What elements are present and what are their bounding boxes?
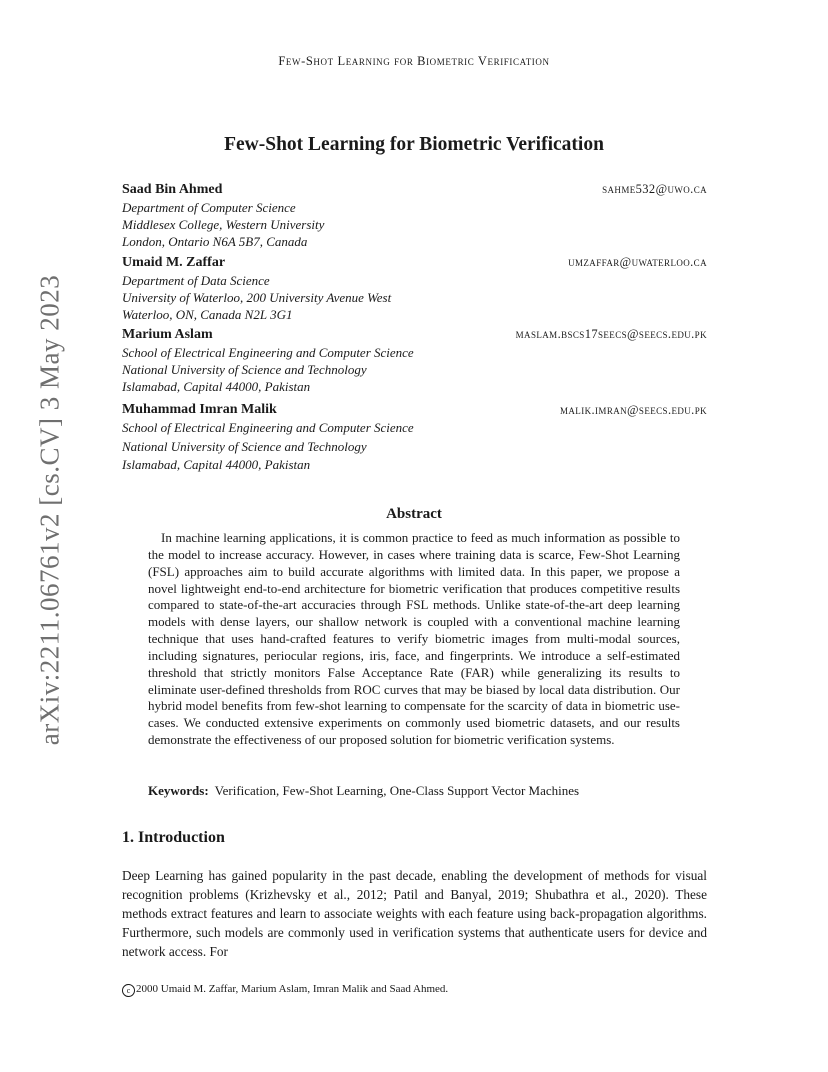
author-name: Muhammad Imran Malik [122,402,277,417]
abstract-text: In machine learning applications, it is common practice to feed as much information as possible to the model to increase accuracy. However, in cases where training data is scarce, Few-Shot Learning (FSL) approaches aim to build accurate algorithms with limited data. In this paper, we propose a novel lightweight end-to-end architecture for biometric verification that produces competitive results compared to state-of-the-art accuracies through FSL methods. Unlike state-of-the-art deep learning models with dense layers, our shallow network is coupled with a conventional machine learning technique that uses hand-crafted features to verify biometric images from multi-modal sources, including signatures, periocular regions, iris, face, and fingerprints. We introduce a self-estimated threshold that strictly monitors False Acceptance Rate (FAR) while generalizing its results to eliminate user-defined thresholds from ROC curves that may be biased by local data distribution. Our hybrid model benefits from few-shot learning to compensate for the scarcity of data in biometric use-cases. We conducted extensive experiments on commonly used biometric datasets, and our results demonstrate the effectiveness of our proposed solution for biometric verification systems. [148,530,680,748]
affiliation-line: National University of Science and Technology [122,438,367,454]
running-header: Few-Shot Learning for Biometric Verification [278,54,550,68]
affiliation-line: School of Electrical Engineering and Computer Science [122,420,414,435]
author-block-2 [122,254,707,323]
affiliation-line: Middlesex College, Western University [122,217,325,232]
copyright-footer [122,983,448,997]
author-name: Marium Aslam [122,327,213,342]
author-block-3 [122,326,707,395]
arxiv-identifier[interactable]: arXiv:2211.06761v2 [cs.CV] 3 May 2023 [34,274,65,746]
author-block-1 [122,181,707,250]
keywords-line [148,783,680,799]
affiliation-line: National University of Science and Technology [122,362,367,377]
affiliation-line: Waterloo, ON, Canada N2L 3G1 [122,307,293,322]
affiliation-line: London, Ontario N6A 5B7, Canada [122,234,308,249]
author-email[interactable]: umzaffar@uwaterloo.ca [568,255,707,269]
affiliation-line: Islamabad, Capital 44000, Pakistan [122,457,311,472]
copyright-text: 2000 Umaid M. Zaffar, Marium Aslam, Imran Malik and Saad Ahmed. [136,983,449,995]
affiliation-line: University of Waterloo, 200 University Avenue West [122,290,392,305]
affiliation-line: School of Electrical Engineering and Computer Science [122,345,414,360]
introduction-text: Deep Learning has gained popularity in the past decade, enabling the development of methods for visual recognition problems (Krizhevsky et al., 2012; Patil and Banyal, 2019; Shubathra et al., 2020). These methods extract features and learn to associate weights with each feature using back-propagation algorithms. Furthermore, such models are commonly used in verification systems that authenticate users for device and network access. For [122,868,707,959]
section-heading-introduction: 1. Introduction [122,829,225,846]
author-email[interactable]: maslam.bscs17seecs@seecs.edu.pk [515,327,707,341]
author-name: Saad Bin Ahmed [122,182,223,197]
author-email[interactable]: sahme532@uwo.ca [602,182,707,196]
affiliation-line: Department of Computer Science [122,200,296,215]
author-name: Umaid M. Zaffar [122,255,226,270]
paper-title: Few-Shot Learning for Biometric Verification [224,134,604,155]
keywords-label: Keywords: [148,783,209,798]
author-email[interactable]: malik.imran@seecs.edu.pk [560,403,707,417]
author-block-4 [122,401,707,475]
affiliation-line: Islamabad, Capital 44000, Pakistan [122,379,311,394]
copyright-icon: c [122,984,135,997]
affiliation-line: Department of Data Science [122,273,270,288]
abstract-heading: Abstract [386,506,442,522]
keywords-value: Verification, Few-Shot Learning, One-Class Support Vector Machines [214,783,580,798]
